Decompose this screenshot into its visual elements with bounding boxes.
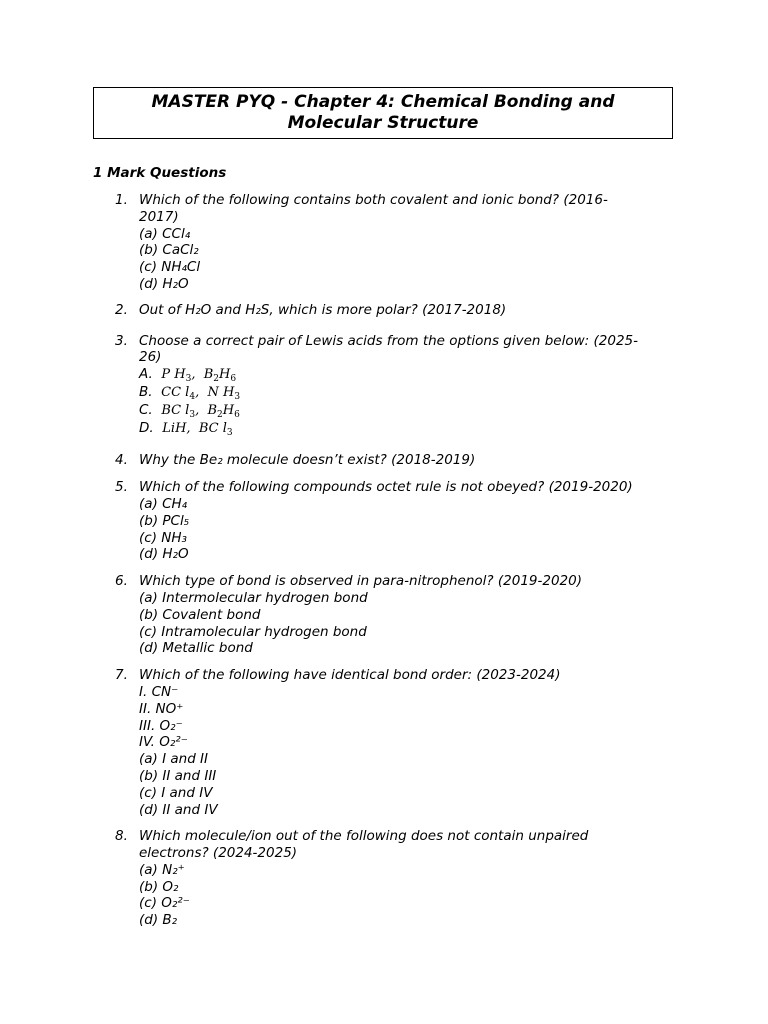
option-b: (b) II and III <box>139 767 217 784</box>
option-label: D. <box>139 419 154 436</box>
question-text-cont: 26) <box>139 349 162 366</box>
option-a: (a) I and II <box>139 751 209 768</box>
question-text: Which molecule/ion out of the following does not contain unpaired <box>139 828 589 845</box>
option-d: (d) H₂O <box>139 275 189 292</box>
question-text: Which type of bond is observed in para-nitrophenol? (2019-2020) <box>139 573 582 590</box>
question-text: Which of the following contains both covalent and ionic bond? (2016- <box>139 192 608 208</box>
question-number: 6. <box>115 573 128 590</box>
question-number: 5. <box>115 479 128 496</box>
species-item: II. NO⁺ <box>139 700 184 717</box>
question-text: Why the Be₂ molecule doesn’t exist? (2018-2019) <box>139 452 476 469</box>
option-b: (b) O₂ <box>139 878 179 895</box>
formula: CC $l_4$, N $H_3$ <box>161 384 241 402</box>
document-title-box <box>93 87 673 139</box>
option-c: (c) NH₃ <box>139 529 187 546</box>
option-d: (d) H₂O <box>139 546 189 563</box>
question-6 <box>93 573 673 657</box>
question-number: 3. <box>115 332 128 349</box>
question-number: 2. <box>115 301 128 318</box>
option-a: (a) CH₄ <box>139 495 188 512</box>
question-5 <box>93 479 673 563</box>
species-item: IV. O₂²⁻ <box>139 734 188 751</box>
option-b: (b) CaCl₂ <box>139 242 199 259</box>
question-number: 8. <box>115 828 128 845</box>
option-label: A. <box>139 366 153 383</box>
section-heading: 1 Mark Questions <box>93 165 227 181</box>
option-c: (c) Intramolecular hydrogen bond <box>139 623 367 640</box>
question-number: 7. <box>115 667 128 684</box>
question-8 <box>93 828 673 929</box>
title-line-1: MASTER PYQ - Chapter 4: Chemical Bonding and <box>151 92 615 112</box>
option-label: C. <box>139 401 153 418</box>
question-1 <box>93 192 673 293</box>
option-d <box>139 420 673 438</box>
question-7 <box>93 667 673 818</box>
option-b <box>139 384 673 402</box>
question-text: Out of H₂O and H₂S, which is more polar? (2017-2018) <box>139 301 507 318</box>
option-d: (d) Metallic bond <box>139 640 253 657</box>
question-3 <box>93 333 673 438</box>
option-b: (b) PCl₅ <box>139 512 190 529</box>
question-text: Choose a correct pair of Lewis acids from the options given below: (2025- <box>139 332 638 349</box>
option-a <box>139 366 673 384</box>
option-d: (d) B₂ <box>139 912 178 929</box>
question-2 <box>93 302 673 319</box>
formula: LiH, BC $l_3$ <box>162 420 233 438</box>
question-number: 4. <box>115 452 128 469</box>
species-item: I. CN⁻ <box>139 683 179 700</box>
option-c: (c) I and IV <box>139 784 213 801</box>
formula: P $H_3$, $B_2H_6$ <box>161 367 237 385</box>
question-text-cont: 2017) <box>139 208 179 225</box>
option-c: (c) NH₄Cl <box>139 259 201 276</box>
question-4 <box>93 452 673 469</box>
option-d: (d) II and IV <box>139 801 218 818</box>
question-text-cont: electrons? (2024-2025) <box>139 845 298 862</box>
document-title <box>132 92 635 134</box>
option-a: (a) CCl₄ <box>139 225 191 242</box>
question-list <box>93 192 673 929</box>
question-text: Which of the following have identical bond order: (2023-2024) <box>139 667 561 684</box>
question-number: 1. <box>115 192 128 208</box>
option-a: (a) N₂⁺ <box>139 861 185 878</box>
option-b: (b) Covalent bond <box>139 606 261 623</box>
option-c <box>139 402 673 420</box>
formula: BC $l_3$, $B_2H_6$ <box>161 402 240 420</box>
option-a: (a) Intermolecular hydrogen bond <box>139 589 368 606</box>
option-label: B. <box>139 383 153 400</box>
question-text: Which of the following compounds octet rule is not obeyed? (2019-2020) <box>139 479 633 496</box>
option-c: (c) O₂²⁻ <box>139 895 190 912</box>
species-item: III. O₂⁻ <box>139 717 183 734</box>
title-line-2: Molecular Structure <box>287 113 479 133</box>
